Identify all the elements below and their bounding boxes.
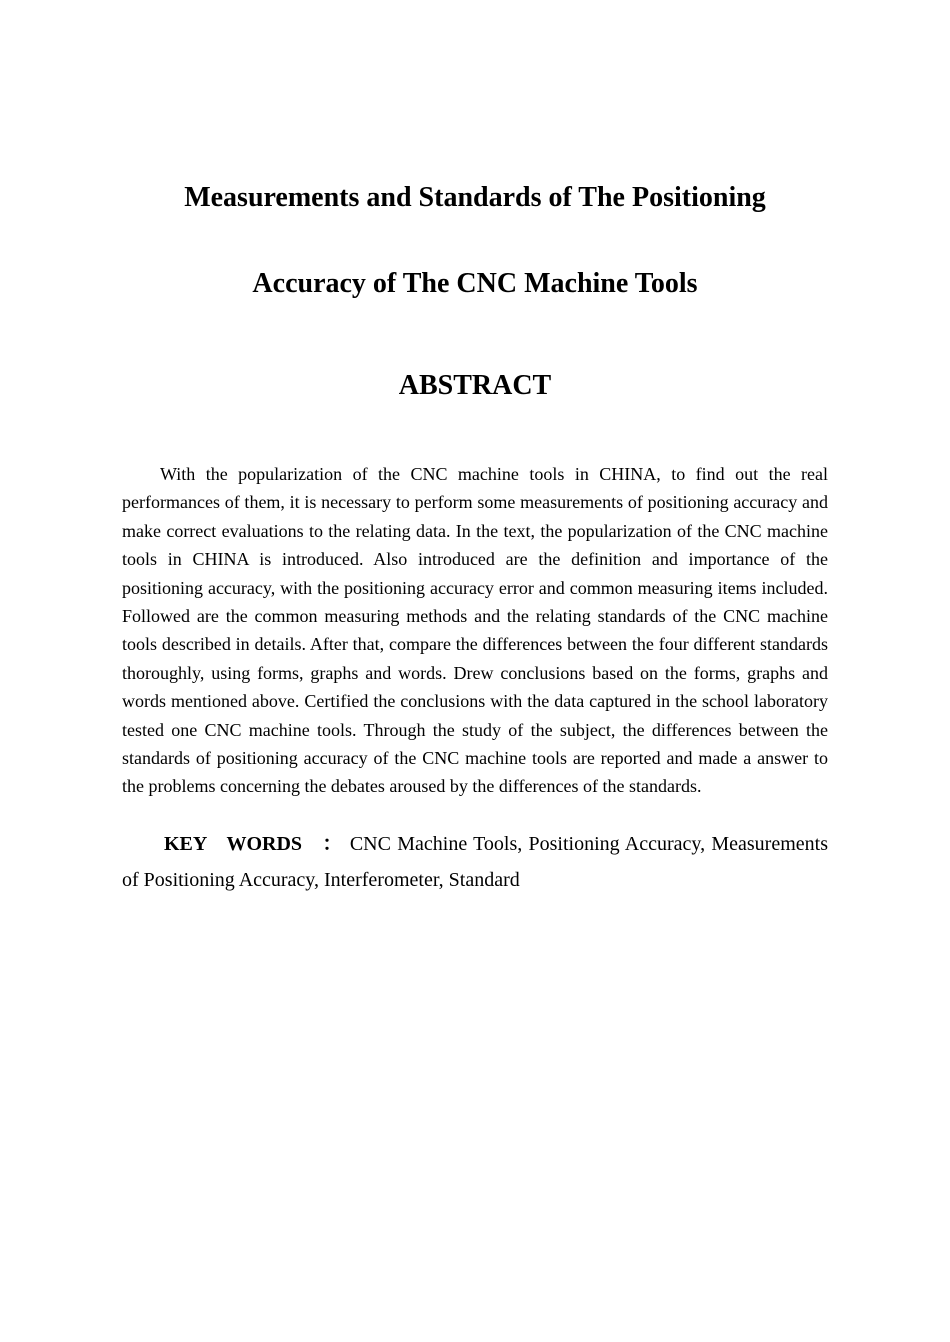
paper-title-line-1: Measurements and Standards of The Positioning	[184, 182, 766, 213]
paper-title-line-2: Accuracy of The CNC Machine Tools	[252, 268, 698, 299]
keywords-label: KEY WORDS ：	[164, 833, 344, 855]
abstract-paragraph: With the popularization of the CNC machine tools in CHINA, to find out the real performances of them, it is necessary to perform some measurements of positioning accuracy and make correct evaluations to the relating data. In the text, the popularization of the CNC machine tools in CHINA is introduced. Also introduced are the definition and importance of the positioning accuracy, with the positioning accuracy error and common measuring items included. Followed are the common measuring methods and the relating standards of the CNC machine tools described in details. After that, compare the differences between the four different standards thoroughly, using forms, graphs and words. Drew conclusions based on the forms, graphs and words mentioned above. Certified the conclusions with the data captured in the school laboratory tested one CNC machine tools. Through the study of the subject, the differences between the standards of positioning accuracy of the CNC machine tools are reported and made a answer to the problems concerning the debates aroused by the differences of the standards.	[122, 464, 828, 797]
keywords-list: CNC Machine Tools, Positioning Accuracy, Measurements of Positioning Accuracy, Interferometer, Standard	[122, 833, 828, 891]
keywords-paragraph	[122, 826, 828, 898]
abstract-heading: ABSTRACT	[398, 370, 552, 401]
